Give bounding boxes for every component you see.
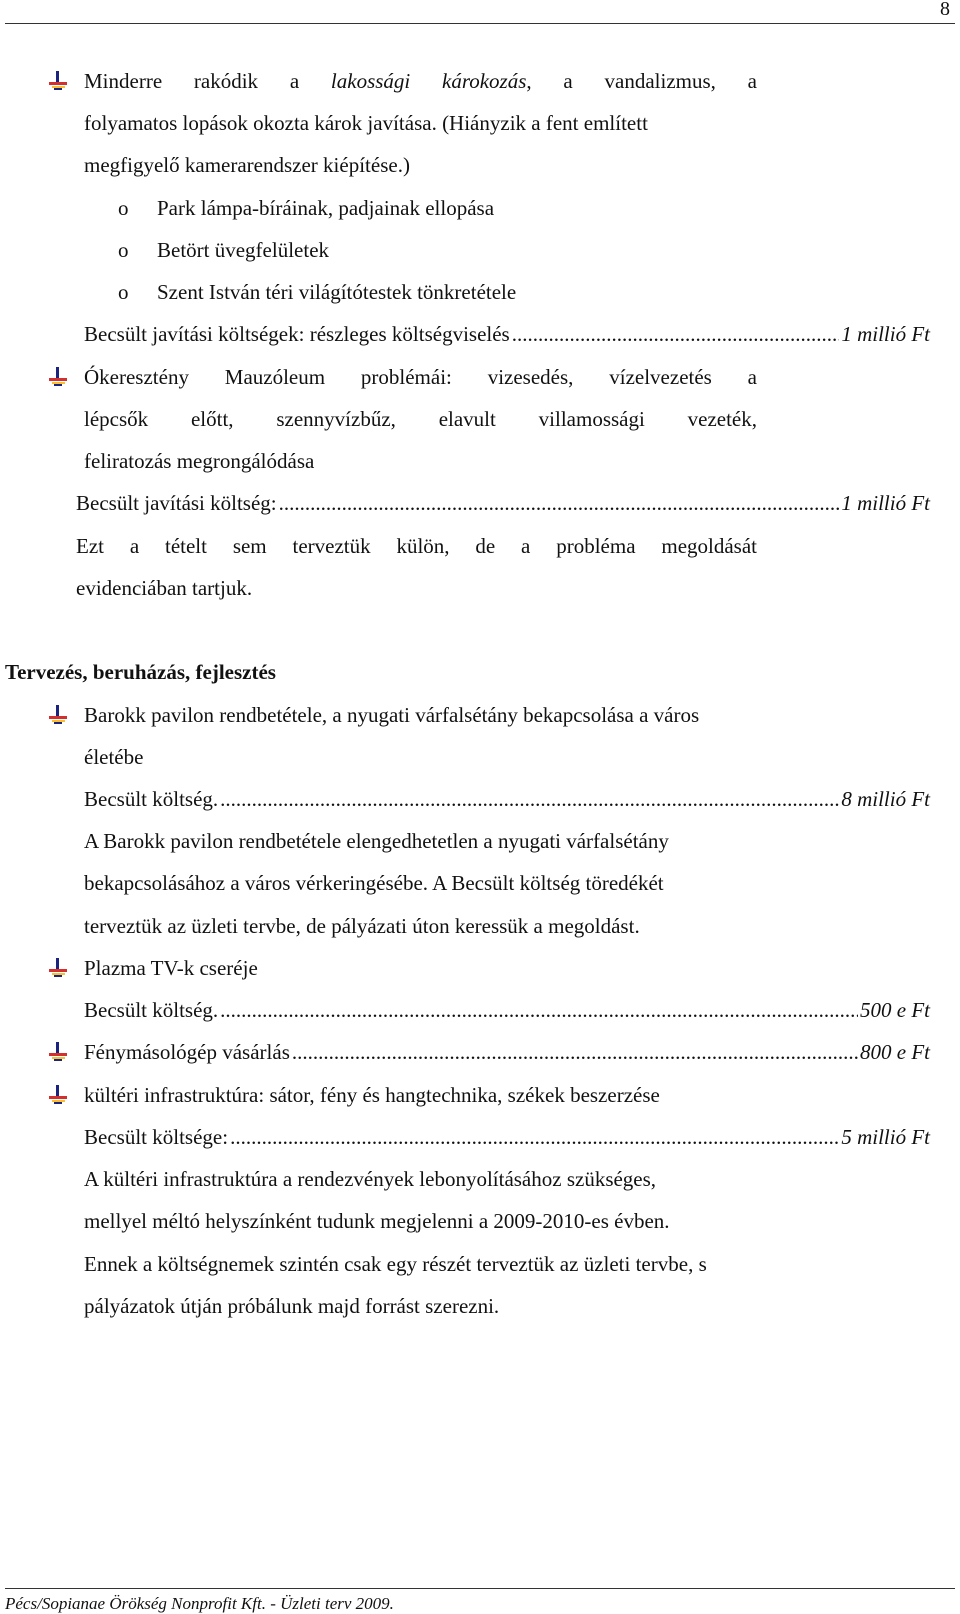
header-rule <box>5 23 955 24</box>
cost-value: 800 e Ft <box>860 1040 930 1064</box>
sub-list-item <box>0 193 960 223</box>
section-heading: Tervezés, beruházás, fejlesztés <box>5 660 276 684</box>
note-text: pályázatok útján próbálunk majd forrást szerezni. <box>84 1294 500 1318</box>
cost-label: Becsült javítási költség: <box>76 491 277 515</box>
note-text: Ennek a költségnemek szintén csak egy részét terveztük az üzleti tervbe, s <box>84 1252 707 1276</box>
cost-line <box>84 319 930 349</box>
sub-item-text: Park lámpa-bíráinak, padjainak ellopása <box>157 196 495 220</box>
cost-line <box>76 488 930 518</box>
note-text: terveztük az üzleti tervbe, de pályázati úton keressük a megoldást. <box>84 914 640 938</box>
cost-line <box>84 1037 930 1067</box>
cost-value: 1 millió Ft <box>841 491 930 515</box>
arrow-bullet-icon <box>49 1042 67 1062</box>
arrow-bullet-icon <box>49 71 67 91</box>
cost-value: 5 millió Ft <box>841 1125 930 1149</box>
sub-item-text: Betört üvegfelületek <box>157 238 330 262</box>
cost-value: 500 e Ft <box>860 998 930 1022</box>
item-text-line: kültéri infrastruktúra: sátor, fény és hangtechnika, székek beszerzése <box>84 1083 660 1107</box>
leader-dots <box>292 1037 858 1067</box>
circle-bullet: o <box>118 280 129 304</box>
note-text: A Barokk pavilon rendbetétele elengedhetetlen a nyugati várfalsétány <box>84 829 669 853</box>
cost-line <box>84 784 930 814</box>
item-text-line: Barokk pavilon rendbetétele, a nyugati várfalsétány bekapcsolása a város <box>84 703 700 727</box>
arrow-bullet-icon <box>49 705 67 725</box>
circle-bullet: o <box>118 238 129 262</box>
arrow-bullet-icon <box>49 367 67 387</box>
leader-dots <box>279 488 840 518</box>
cost-label: Becsült költség. <box>84 787 219 811</box>
sub-item-text: Szent István téri világítótestek tönkretétele <box>157 280 517 304</box>
item-text-line: Plazma TV-k cseréje <box>84 956 258 980</box>
page-footer: Pécs/Sopianae Örökség Nonprofit Kft. - Üzleti terv 2009. <box>5 1594 394 1613</box>
item-text-line: folyamatos lopások okozta károk javítása. (Hiányzik a fent említett <box>84 111 648 135</box>
note-text: A kültéri infrastruktúra a rendezvények lebonyolításához szükséges, <box>84 1167 657 1191</box>
list-item <box>0 66 960 96</box>
list-item <box>0 362 960 392</box>
note-text: mellyel méltó helyszínként tudunk megjelenni a 2009-2010-es évben. <box>84 1209 670 1233</box>
cost-label: Becsült javítási költségek: részleges költségviselés <box>84 322 510 346</box>
item-text-line: lépcsők előtt, szennyvízbűz, elavult villamossági vezeték, <box>84 407 757 431</box>
item-text-line: Minderre rakódik a lakossági károkozás, a vandalizmus, a <box>84 69 757 93</box>
cost-line <box>84 995 930 1025</box>
cost-line <box>84 1122 930 1152</box>
leader-dots <box>220 995 858 1025</box>
arrow-bullet-icon <box>49 958 67 978</box>
item-text-line: megfigyelő kamerarendszer kiépítése.) <box>84 153 410 177</box>
cost-value: 8 millió Ft <box>841 787 930 811</box>
item-text-line: Ókeresztény Mauzóleum problémái: vizesedés, vízelvezetés a <box>84 365 757 389</box>
circle-bullet: o <box>118 196 129 220</box>
note-text: Ezt a tételt sem terveztük külön, de a probléma megoldását <box>76 534 757 558</box>
sub-list-item <box>0 235 960 265</box>
item-text-line: életébe <box>84 745 144 769</box>
page-number: 8 <box>940 0 950 20</box>
cost-value: 1 millió Ft <box>841 322 930 346</box>
note-text: bekapcsolásához a város vérkeringésébe. A Becsült költség töredékét <box>84 871 664 895</box>
list-item <box>0 1080 960 1110</box>
item-text-line: feliratozás megrongálódása <box>84 449 315 473</box>
list-item <box>0 700 960 730</box>
list-item <box>0 953 960 983</box>
cost-label: Becsült költsége: <box>84 1125 229 1149</box>
item-label: Fénymásológép vásárlás <box>84 1040 290 1064</box>
sub-list-item <box>0 277 960 307</box>
footer-rule <box>5 1588 955 1589</box>
leader-dots <box>220 784 839 814</box>
note-text: evidenciában tartjuk. <box>76 576 253 600</box>
leader-dots <box>230 1122 839 1152</box>
leader-dots <box>512 319 840 349</box>
cost-label: Becsült költség. <box>84 998 219 1022</box>
arrow-bullet-icon <box>49 1085 67 1105</box>
